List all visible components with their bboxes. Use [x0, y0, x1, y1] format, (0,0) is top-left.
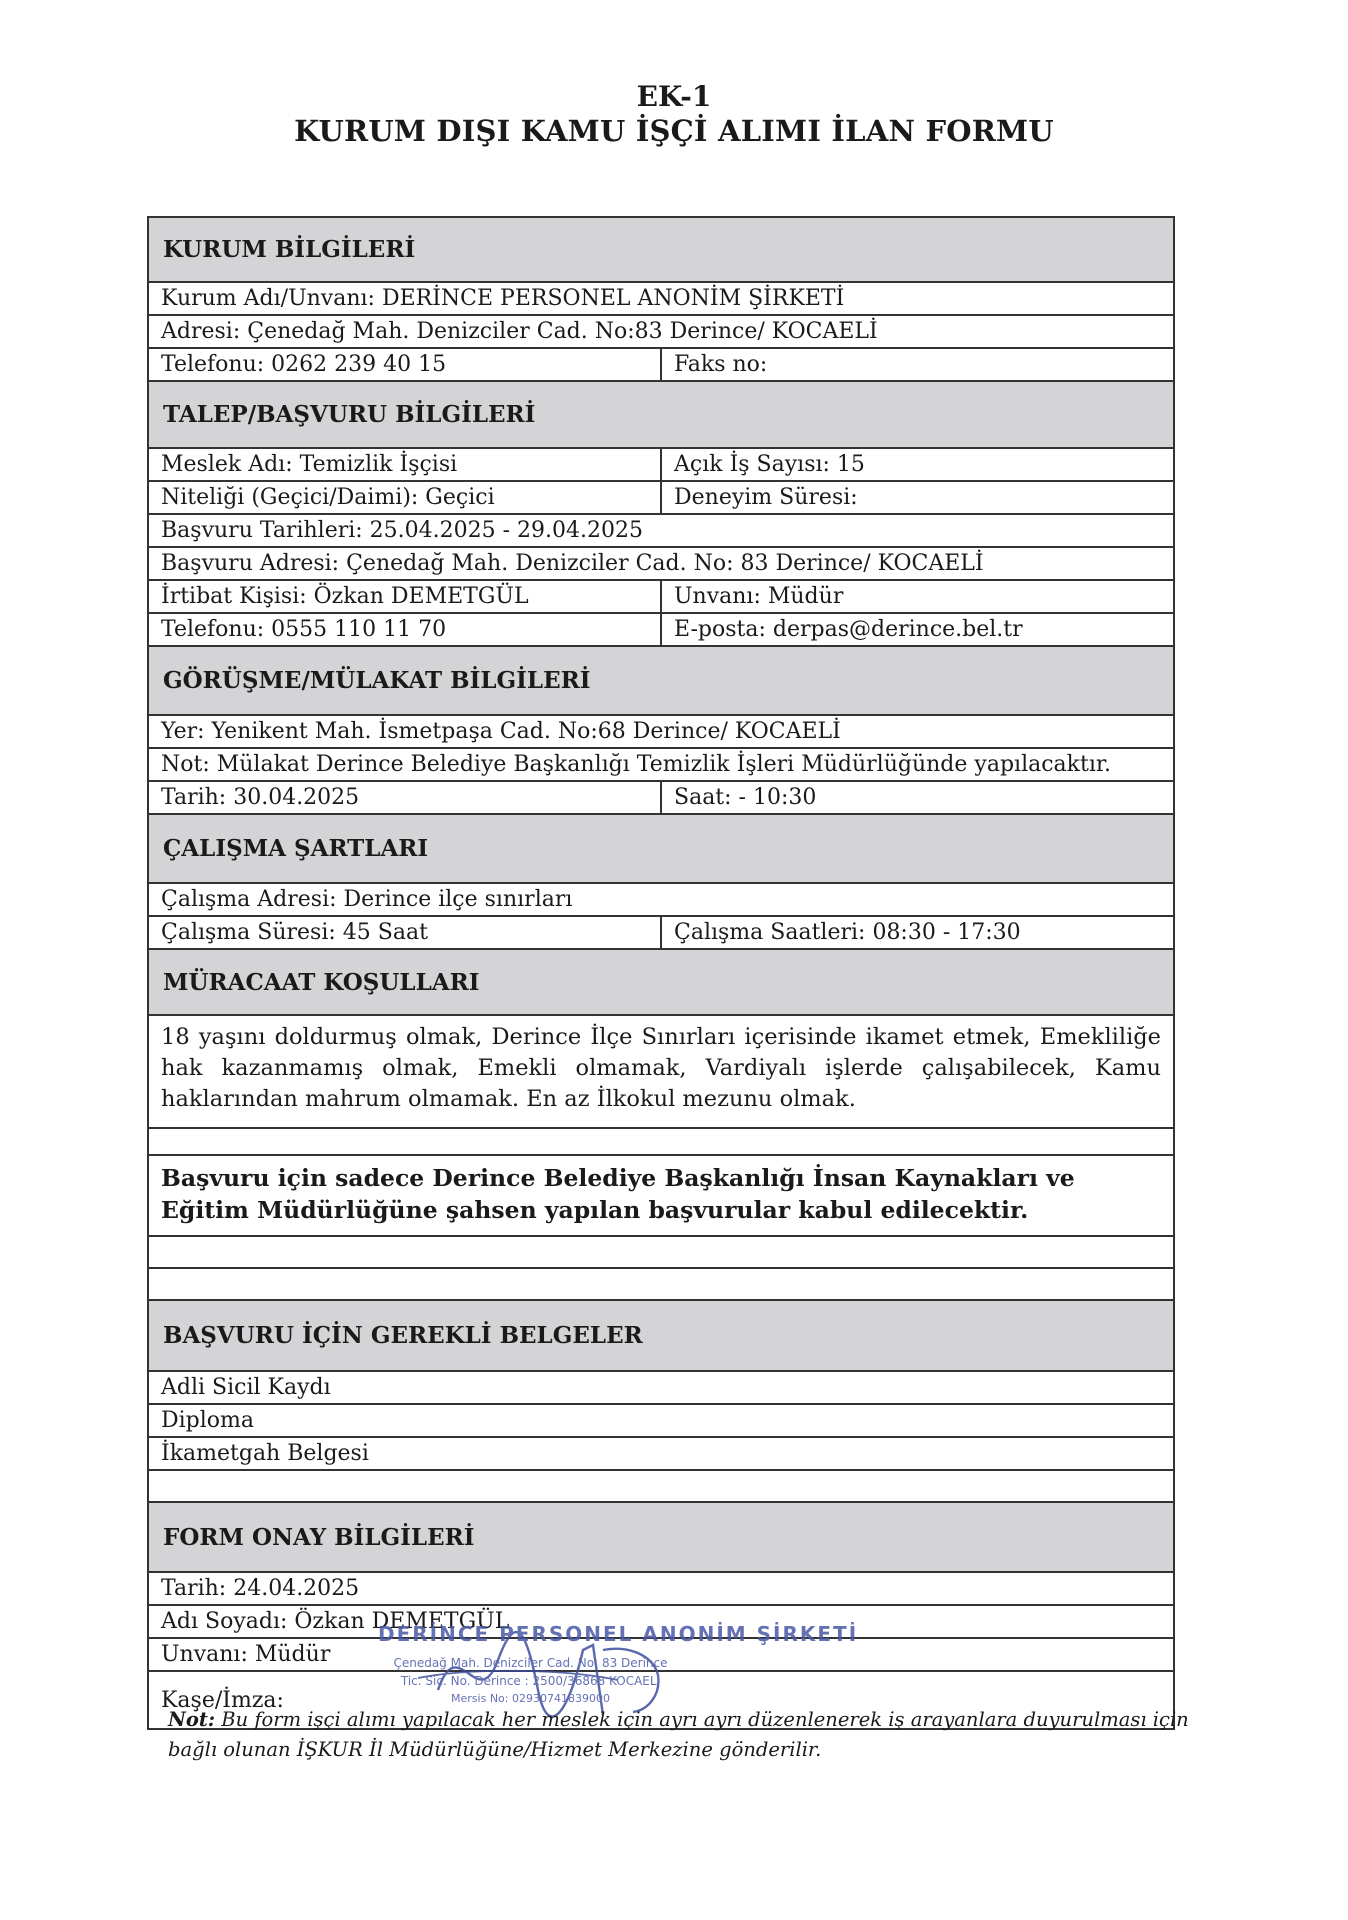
irtibat-eposta: E-posta: derpas@derince.bel.tr [660, 614, 1173, 645]
kurum-fax: Faks no: [660, 349, 1173, 380]
section-onay [147, 1503, 1175, 1573]
row-basvuru-tarihleri [147, 515, 1175, 548]
row-mulakat-not [147, 749, 1175, 782]
onay-unvan: Unvanı: Müdür [161, 1642, 331, 1667]
section-muracaat [147, 950, 1175, 1016]
row-belge-3 [147, 1438, 1175, 1471]
belge-item: Adli Sicil Kaydı [161, 1375, 331, 1400]
belge-item: İkametgah Belgesi [161, 1441, 369, 1466]
section-heading: KURUM BİLGİLERİ [163, 236, 416, 263]
irtibat-unvan: Unvanı: Müdür [660, 581, 1173, 612]
acik-is-sayisi: Açık İş Sayısı: 15 [660, 449, 1173, 480]
row-muracaat-duyuru [147, 1156, 1175, 1237]
row-iletisim [147, 614, 1175, 647]
muracaat-kosullari: 18 yaşını doldurmuş olmak, Derince İlçe Sınırları içerisinde ikamet etmek, Emekliliğe hak kazanmamış olmak, Emekli olmamak, Vardiyalı işlerde çalışabilecek, Kamu haklarından mahrum olmamak. En az İlkokul mezunu olmak. [161, 1024, 1161, 1112]
calisma-saatleri: Çalışma Saatleri: 08:30 - 17:30 [660, 917, 1173, 948]
section-heading: ÇALIŞMA ŞARTLARI [163, 835, 429, 862]
mulakat-not: Not: Mülakat Derince Belediye Başkanlığı Temizlik İşleri Müdürlüğünde yapılacaktır. [161, 752, 1111, 777]
meslek-adi: Meslek Adı: Temizlik İşçisi [161, 452, 458, 477]
footnote-text: Bu form işçi alımı yapılacak her meslek için ayrı ayrı düzenlenerek iş arayanlara duyurulması için bağlı olunan İŞKUR İl Müdürlüğüne/Hizmet Merkezine gönderilir. [168, 1708, 1189, 1761]
kurum-name: Kurum Adı/Unvanı: DERİNCE PERSONEL ANONİM ŞİRKETİ [161, 286, 845, 311]
irtibat-telefon: Telefonu: 0555 110 11 70 [161, 617, 447, 642]
section-heading: BAŞVURU İÇİN GEREKLİ BELGELER [163, 1322, 643, 1349]
kurum-address: Adresi: Çenedağ Mah. Denizciler Cad. No:83 Derince/ KOCAELİ [161, 319, 878, 344]
row-nitelik [147, 482, 1175, 515]
row-onay-tarih [147, 1573, 1175, 1606]
row-calisma-sure [147, 917, 1175, 950]
row-irtibat [147, 581, 1175, 614]
basvuru-adresi: Başvuru Adresi: Çenedağ Mah. Denizciler Cad. No: 83 Derince/ KOCAELİ [161, 551, 984, 576]
irtibat-kisisi: İrtibat Kişisi: Özkan DEMETGÜL [161, 584, 529, 609]
kurum-phone: Telefonu: 0262 239 40 15 [161, 352, 447, 377]
section-heading: TALEP/BAŞVURU BİLGİLERİ [163, 401, 536, 428]
row-empty-3 [147, 1269, 1175, 1301]
footnote [168, 1705, 1208, 1765]
mulakat-saat: Saat: - 10:30 [660, 782, 1173, 813]
mulakat-tarih: Tarih: 30.04.2025 [161, 785, 360, 810]
stamp-company: DERİNCE PERSONEL ANONİM ŞİRKETİ [378, 1622, 859, 1646]
onay-tarih: Tarih: 24.04.2025 [161, 1576, 360, 1601]
section-calisma [147, 815, 1175, 884]
onay-adsoyad: Adı Soyadı: Özkan DEMETGÜL [161, 1609, 510, 1634]
calisma-suresi: Çalışma Süresi: 45 Saat [161, 920, 428, 945]
calisma-adresi: Çalışma Adresi: Derince ilçe sınırları [161, 887, 573, 912]
section-talep [147, 382, 1175, 449]
row-calisma-adres [147, 884, 1175, 917]
stamp-address: Çenedağ Mah. Denizciler Cad. No: 83 Derince [393, 1656, 668, 1670]
row-empty-2 [147, 1237, 1175, 1269]
section-belgeler [147, 1301, 1175, 1372]
section-heading: MÜRACAAT KOŞULLARI [163, 968, 480, 996]
row-basvuru-adresi [147, 548, 1175, 581]
row-meslek [147, 449, 1175, 482]
row-mulakat-tarih [147, 782, 1175, 815]
stamp-mersis: Mersis No: 02930741839000 [451, 1692, 610, 1705]
nitelik: Niteliği (Geçici/Daimi): Geçici [161, 485, 495, 510]
row-kurum-address [147, 316, 1175, 349]
deneyim-suresi: Deneyim Süresi: [660, 482, 1173, 513]
row-empty-4 [147, 1471, 1175, 1503]
row-mulakat-yer [147, 716, 1175, 749]
belge-item: Diploma [161, 1408, 255, 1433]
mulakat-yer: Yer: Yenikent Mah. İsmetpaşa Cad. No:68 Derince/ KOCAELİ [161, 719, 841, 744]
section-kurum [147, 216, 1175, 283]
form-title: KURUM DIŞI KAMU İŞÇİ ALIMI İLAN FORMU [294, 114, 1054, 148]
section-heading: FORM ONAY BİLGİLERİ [163, 1523, 475, 1551]
row-muracaat-kosullar [147, 1016, 1175, 1129]
row-kurum-name [147, 283, 1175, 316]
section-heading: GÖRÜŞME/MÜLAKAT BİLGİLERİ [163, 667, 591, 694]
row-kurum-phone [147, 349, 1175, 382]
section-mulakat [147, 647, 1175, 716]
basvuru-duyurusu: Başvuru için sadece Derince Belediye Başkanlığı İnsan Kaynakları ve Eğitim Müdürlüğüne şahsen yapılan başvurular kabul edilecektir. [161, 1164, 1075, 1224]
row-belge-2 [147, 1405, 1175, 1438]
row-empty-1 [147, 1129, 1175, 1156]
kase-imza-label: Kaşe/İmza: [161, 1687, 284, 1713]
footnote-label: Not: [168, 1708, 216, 1731]
stamp-registry: Tic. Sic. No. Derince : 2500/36868 KOCAELİ [400, 1674, 661, 1688]
basvuru-tarihleri: Başvuru Tarihleri: 25.04.2025 - 29.04.2025 [161, 518, 644, 543]
row-belge-1 [147, 1372, 1175, 1405]
annex-label: EK-1 [636, 80, 712, 113]
